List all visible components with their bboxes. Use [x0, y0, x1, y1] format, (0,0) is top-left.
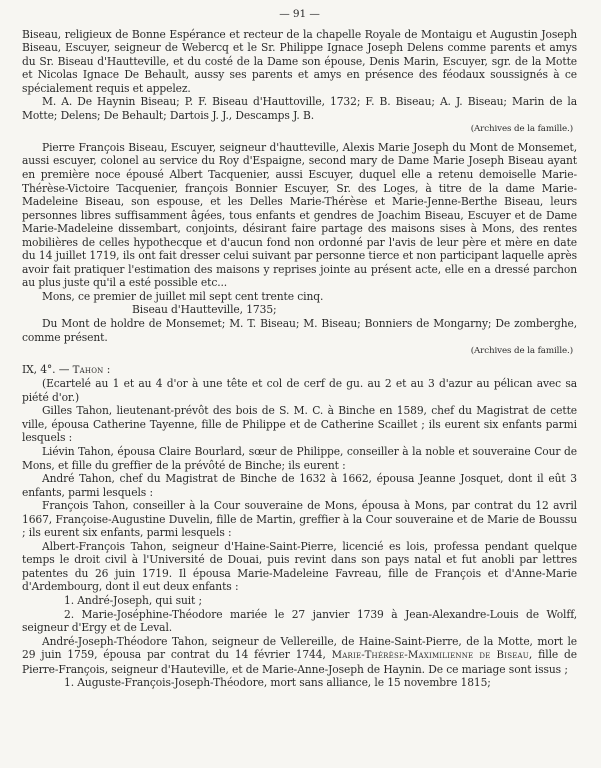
paragraph-child-1: 1. André-Joseph, qui suit ; — [64, 593, 203, 607]
paragraph-partage-act: Pierre François Biseau, Escuyer, seigneur d'hautteville, Alexis Marie Joseph du Mont de Monsemet, aussi escuyer, colonel au service du Roy d'Espaigne, second mary de Dame Marie Joseph Biseau ayant en première noce épousé Albert Tacquenier, aussi Escuyer, duquel elle a retenu demoiselle Marie-Thérèse-Victoire Tacquenier, françois Bonnier Escuyer, Sr. des Loges, à titre de la dame Marie-Madeleine Biseau, son espouse, et les Delles Marie-Thérèse et Marie-Jenne-Berthe Biseau, leurs personnes libres suffisamment âgées, tous enfants et gendres de Joachim Biseau, Escuyer et de Dame Marie-Madeleine dissembart, conjoints, désirant faire partage des maisons sises à Mons, des rentes mobilières de celles hypothecque et d'aucun fond non ordonné par l'avis de leur père et mère en date du 14 juillet 1719, ils ont fait dresser celui suivant par personne tierce et non participant laquelle après avoir fait pratiquer l'estimation des maisons y reprises jointe au présent acte, elle en a dressé parchon au plus juste qu'il a esté possible etc... — [22, 140, 577, 290]
paragraph-albert-francois-tahon: Albert-François Tahon, seigneur d'Haine-Saint-Pierre, licencié es lois, professa pendant quelque temps le droit civil à l'Université de Douai, puis revint dans son pays natal et fut anobli par lettres patentes du 26 juin 1719. Il épousa Marie-Madeleine Favreau, fille de François et d'Anne-Marie d'Ardembourg, dont il eut deux enfants : — [22, 539, 577, 594]
page-number: — 91 — — [279, 8, 320, 20]
paragraph-francois-tahon: François Tahon, conseiller à la Cour souveraine de Mons, épousa à Mons, par contrat du 12 avril 1667, Françoise-Augustine Duvelin, fille de Martin, greffier à la Cour souveraine et de Marie de Boussu ; ils eurent six enfants, parmi lesquels : — [22, 499, 577, 540]
heading-colon: : — [103, 362, 111, 376]
paragraph-mons-date: Mons, ce premier de juillet mil sept cent trente cinq. — [42, 289, 324, 303]
paragraph-signatures-list: Du Mont de holdre de Monsemet; M. T. Biseau; M. Biseau; Bonniers de Mongarny; De zomberghe, comme présent. — [22, 317, 577, 344]
paragraph-coat-of-arms: (Ecartelé au 1 et au 4 d'or à une tête et col de cerf de gu. au 2 et au 3 d'azur au pélican avec sa piété d'or.) — [22, 377, 577, 404]
paragraph-gilles-tahon: Gilles Tahon, lieutenant-prévôt des bois de S. M. C. à Binche en 1589, chef du Magistrat de cette ville, épousa Catherine Tayenne, fille de Philippe et de Catherine Scaillet ; ils eurent six enfants parmi lesquels : — [22, 404, 577, 445]
source-note-2: (Archives de la famille.) — [470, 346, 573, 357]
section-heading-tahon — [22, 363, 577, 378]
heading-name: Tahon — [72, 364, 104, 376]
paragraph-signatures-1732: M. A. De Haynin Biseau; P. F. Biseau d'Hauttoville, 1732; F. B. Biseau; A. J. Biseau; Marin de la Motte; Delens; De Behault; Dartois J. J., Descamps J. B. — [22, 95, 577, 122]
text-segment: André-Joseph-Théodore Tahon, seigneur de Vellereille, de Haine-Saint-Pierre, de la Motte, mort le 29 juin 1759, épousa par contrat du 14 février 1744, — [22, 634, 577, 662]
text-segment: , fille de Pierre-François, seigneur d'Hauteville, et de Marie-Anne-Joseph de Haynin. De ce mariage sont issus ; — [22, 648, 577, 676]
paragraph-lievin-tahon: Liévin Tahon, épousa Claire Bourlard, sœur de Philippe, conseiller à la noble et souveraine Cour de Mons, et fille du greffier de la prévôté de Binche; ils eurent : — [22, 444, 577, 472]
paragraph-child-2: 2. Marie-Joséphine-Théodore mariée le 27 janvier 1739 à Jean-Alexandre-Louis de Wolff, seigneur d'Ergy et de Leval. — [22, 607, 577, 635]
source-note-1: (Archives de la famille.) — [470, 124, 573, 135]
heading-number: IX, 4°. — — [22, 362, 70, 376]
paragraph-andre-tahon: André Tahon, chef du Magistrat de Binche de 1632 à 1662, épousa Jeanne Josquet, dont il eût 3 enfants, parmi lesquels : — [22, 472, 577, 499]
name-small-caps: Marie-Thérèse-Maximilienne de Biseau — [331, 650, 529, 662]
paragraph-andre-joseph-theodore — [22, 635, 577, 677]
paragraph-biseau-witnesses: Biseau, religieux de Bonne Espérance et recteur de la chapelle Royale de Montaigu et Augustin Joseph Biseau, Escuyer, seigneur de Webercq et le Sr. Philippe Ignace Joseph Delens comme parents et amys du Sr. Biseau d'Hautteville, et du costé de la Dame son épouse, Denis Marin, Escuyer, sgr. de la Motte et Nicolas Ignace De Behault, aussy ses parents et amys en présence des féodaux soussignés à ce spécialement requis et appelez. — [22, 27, 577, 95]
paragraph-signature-1735: Biseau d'Hautteville, 1735; — [132, 303, 277, 317]
paragraph-auguste-francois: 1. Auguste-François-Joseph-Théodore, mort sans alliance, le 15 novembre 1815; — [64, 676, 491, 690]
